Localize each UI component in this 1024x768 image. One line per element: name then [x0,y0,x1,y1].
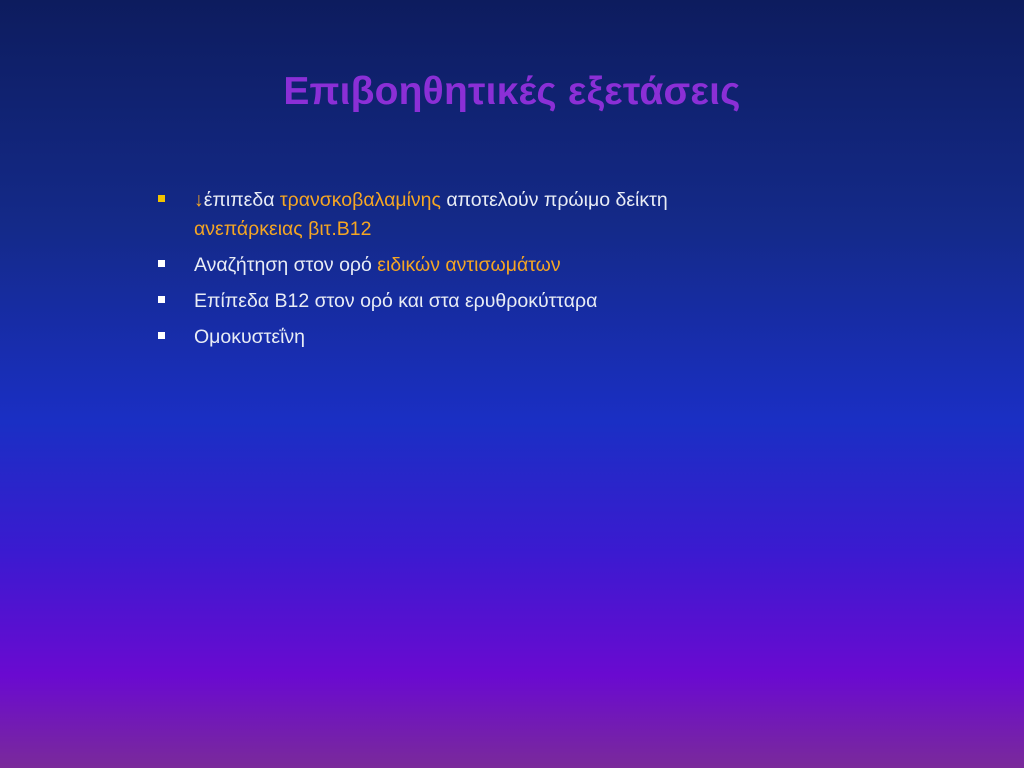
bullet-item-antibodies [156,251,836,280]
bullet-text: έπιπεδα [203,189,280,211]
bullet-highlight: ειδικών αντισωμάτων [377,254,561,276]
square-bullet-icon [158,332,165,339]
square-bullet-icon [158,296,165,303]
bullet-item-b12-levels [156,287,836,316]
square-bullet-icon [158,260,165,267]
bullet-text: Ομοκυστεΐνη [194,326,306,348]
bullet-text: αποτελούν πρώιμο δείκτη [440,189,668,211]
bullet-text: Αναζήτηση στον ορό [194,254,378,276]
square-bullet-icon [158,195,165,202]
bullet-text: Επίπεδα Β12 στον ορό και στα ερυθροκύτταρα [194,290,598,312]
bullet-list [156,186,836,359]
bullet-item-transcobalamin [156,186,836,244]
bullet-highlight: τρανσκοβαλαμίνης [279,189,441,211]
bullet-item-homocysteine [156,323,836,352]
down-arrow-icon: ↓ [194,189,204,211]
slide-title: Επιβοηθητικές εξετάσεις [283,70,741,113]
bullet-highlight: ανεπάρκειας βιτ.Β12 [194,218,372,240]
